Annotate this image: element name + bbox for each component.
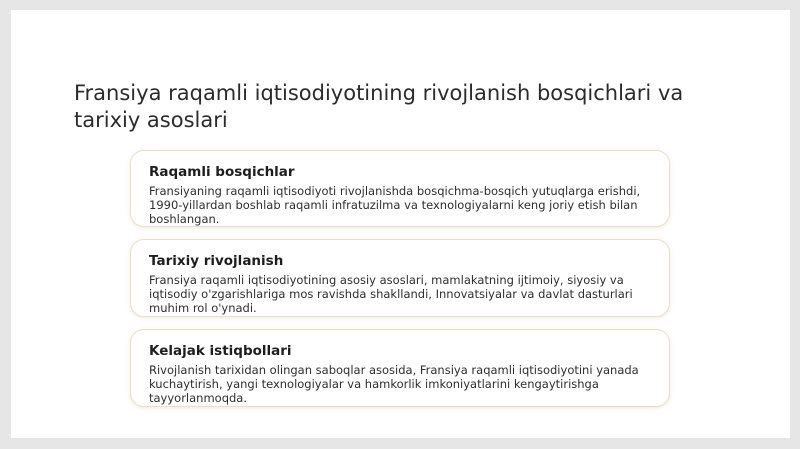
card-digital-stages: [130, 150, 670, 227]
card-heading: Kelajak istiqbollari: [149, 343, 292, 359]
card-text: Rivojlanish tarixidan olingan saboqlar asosida, Fransiya raqamli iqtisodiyotini yanada kuchaytirish, yangi texnologiyalar va hamkorlik imkoniyatlarini kengaytirishga tayyorlanmoqda.: [149, 363, 639, 405]
card-text: Fransiyaning raqamli iqtisodiyoti rivojlanishda bosqichma-bosqich yutuqlarga erishdi, 1990-yillardan boshlab raqamli infratuzilma va texnologiyalarni keng joriy etish bilan boshlangan.: [149, 184, 641, 226]
card-heading: Raqamli bosqichlar: [149, 164, 295, 180]
card-text: Fransiya raqamli iqtisodiyotining asosiy asoslari, mamlakatning ijtimoiy, siyosiy va iqtisodiy o'zgarishlariga mos ravishda shakllandi, Innovatsiyalar va davlat dasturlari muhim rol o'ynadi.: [149, 273, 633, 315]
slide-title: Fransiya raqamli iqtisodiyotining rivojlanish bosqichlari va tarixiy asoslari: [74, 81, 684, 132]
slide: [11, 10, 790, 438]
card-heading: Tarixiy rivojlanish: [149, 253, 284, 269]
card-future-prospects: [130, 329, 670, 407]
card-historical-development: [130, 239, 670, 317]
